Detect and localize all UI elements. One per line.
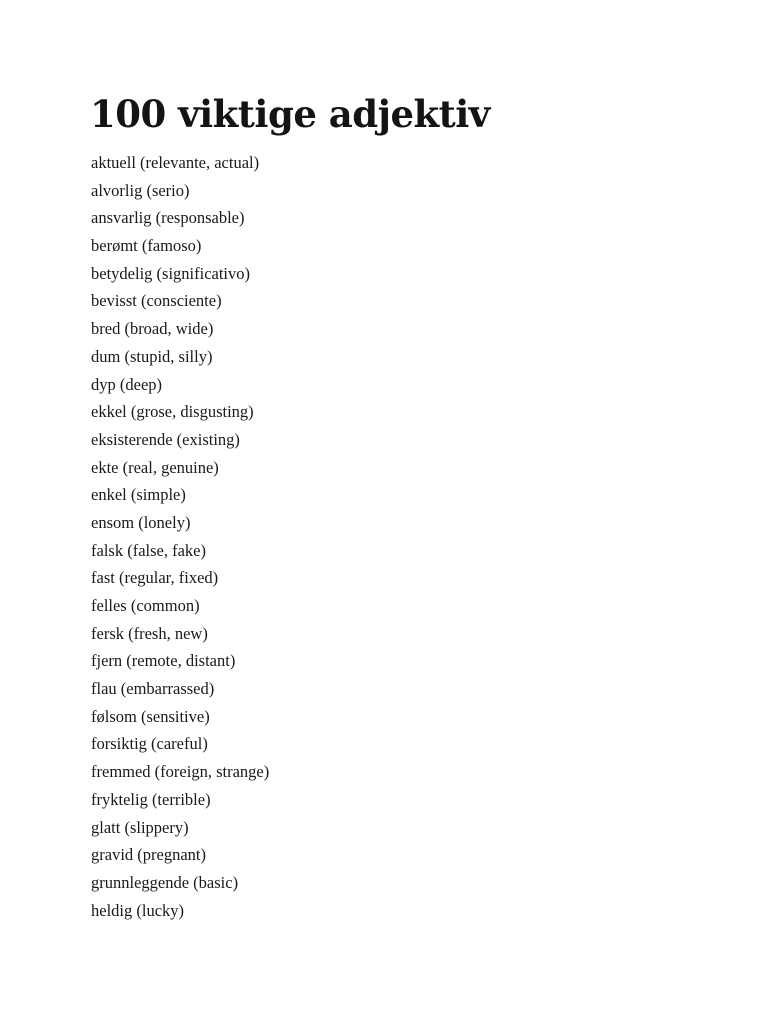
page-title: 100 viktige adjektiv	[90, 92, 490, 136]
list-item: heldig (lucky)	[91, 900, 185, 920]
list-item: bred (broad, wide)	[91, 319, 214, 339]
list-item: følsom (sensitive)	[91, 706, 210, 726]
list-item: flau (embarrassed)	[91, 679, 215, 699]
list-item: aktuell (relevante, actual)	[91, 153, 260, 172]
list-item: betydelig (significativo)	[91, 263, 250, 283]
list-item: ansvarlig (responsable)	[91, 208, 245, 228]
list-item: grunnleggende (basic)	[91, 872, 239, 892]
list-item: enkel (simple)	[91, 485, 186, 505]
list-item: fersk (fresh, new)	[91, 623, 208, 643]
list-item: eksisterende (existing)	[91, 429, 240, 449]
list-item: glatt (slippery)	[91, 817, 189, 837]
list-item: ekte (real, genuine)	[91, 457, 219, 477]
list-item: gravid (pregnant)	[91, 845, 206, 865]
list-item: berømt (famoso)	[91, 236, 202, 256]
list-item: fast (regular, fixed)	[91, 568, 219, 588]
list-item: ekkel (grose, disgusting)	[91, 402, 254, 422]
list-item: fryktelig (terrible)	[91, 789, 211, 809]
list-item: ensom (lonely)	[91, 512, 191, 532]
list-item: dum (stupid, silly)	[91, 346, 213, 366]
list-item: forsiktig (careful)	[91, 734, 208, 754]
list-item: dyp (deep)	[91, 374, 163, 394]
list-item: alvorlig (serio)	[91, 180, 190, 200]
list-item: felles (common)	[91, 596, 200, 615]
list-item: fremmed (foreign, strange)	[91, 762, 270, 782]
list-item: fjern (remote, distant)	[91, 651, 236, 671]
list-item: bevisst (consciente)	[91, 291, 222, 311]
list-item: falsk (false, fake)	[91, 540, 206, 560]
adjective-list	[91, 149, 269, 924]
